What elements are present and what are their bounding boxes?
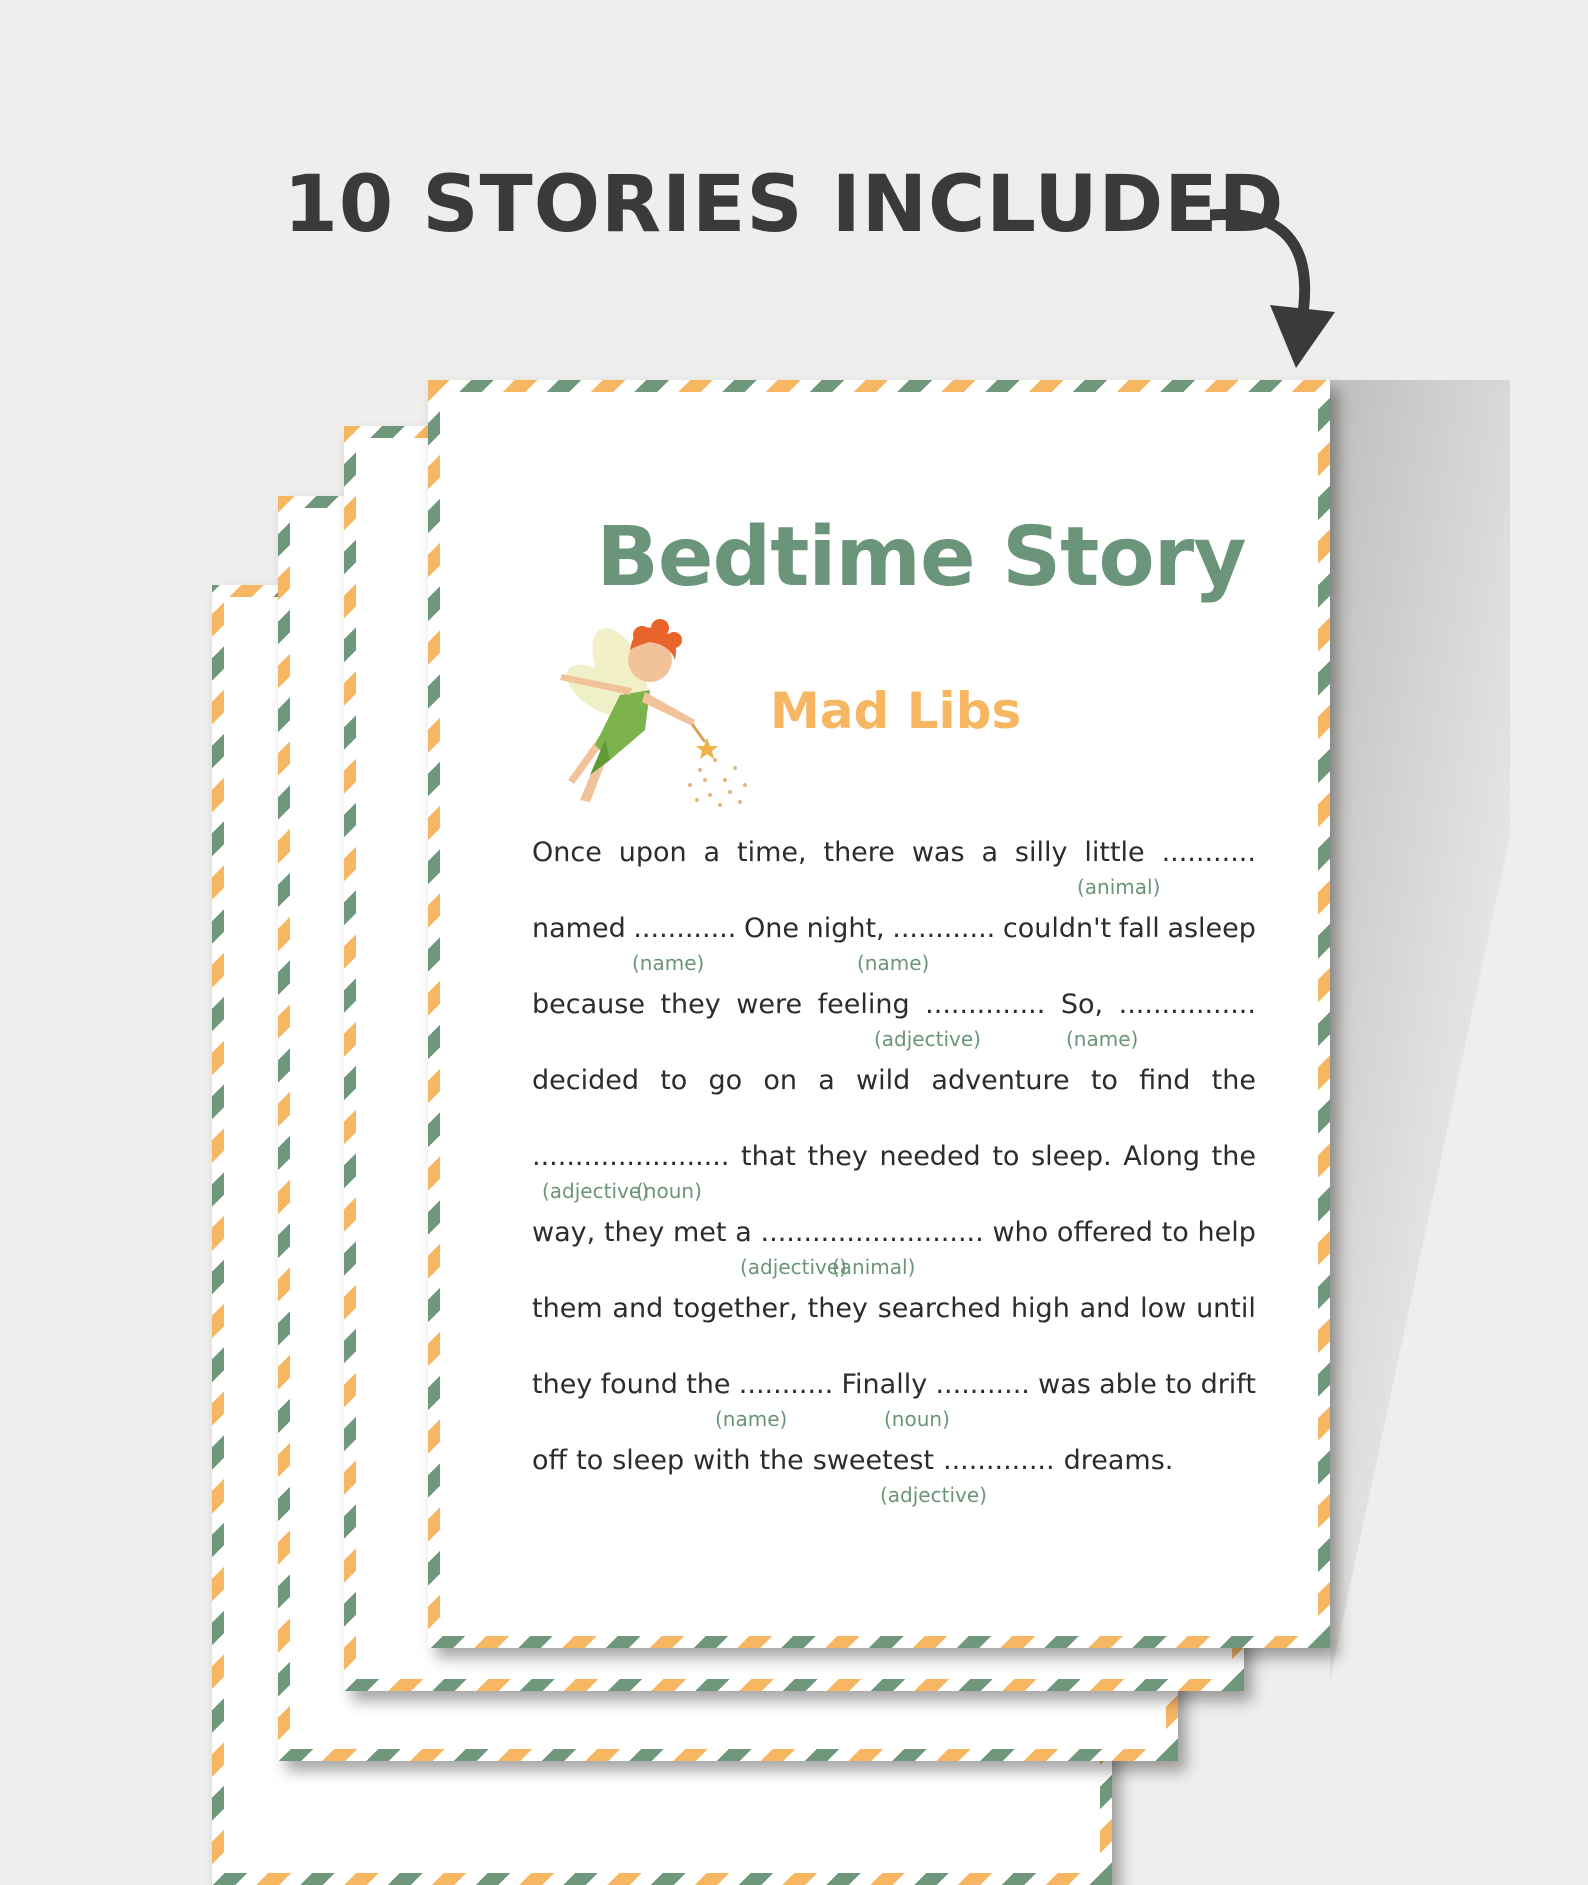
blank: ............ <box>892 913 996 944</box>
word: couldn't <box>1002 913 1112 944</box>
word: was <box>1038 1369 1091 1400</box>
word: upon <box>618 837 687 868</box>
word: to <box>1090 1065 1118 1096</box>
word: asleep <box>1167 913 1256 944</box>
word: to <box>1165 1369 1193 1400</box>
word: they <box>660 989 721 1020</box>
word: because <box>532 989 645 1020</box>
page-title: Bedtime Story <box>596 510 1246 605</box>
headline <box>0 160 1588 250</box>
word: the <box>759 1445 804 1476</box>
blank-hint: (adjective) <box>880 1483 987 1507</box>
word: time, <box>736 837 807 868</box>
word: So, <box>1060 989 1104 1020</box>
blank: ............ <box>633 913 737 944</box>
headline-text: 10 STORIES INCLUDED <box>283 160 1285 250</box>
word: wild <box>855 1065 911 1096</box>
word: sleep. <box>1031 1141 1112 1172</box>
word: Once <box>532 837 602 868</box>
word: they <box>807 1293 868 1324</box>
story-line <box>532 837 1256 913</box>
word: until <box>1196 1293 1256 1324</box>
story-line <box>532 989 1256 1065</box>
word: there <box>823 837 895 868</box>
word: that <box>741 1141 796 1172</box>
story-text <box>532 837 1256 1521</box>
blank: ................ <box>1118 989 1256 1020</box>
word: they <box>807 1141 868 1172</box>
word: and <box>612 1293 664 1324</box>
word: met <box>673 1217 727 1248</box>
word: the <box>1211 1141 1256 1172</box>
blank-hint: (name) <box>857 951 930 975</box>
curved-arrow-icon <box>1210 200 1340 380</box>
word: the <box>1211 1065 1256 1096</box>
blank-hint: (noun) <box>636 1179 702 1203</box>
word: silly <box>1014 837 1068 868</box>
story-line <box>532 1141 1256 1217</box>
word: who <box>992 1217 1049 1248</box>
blank: ........... <box>1161 837 1256 868</box>
word: dreams. <box>1063 1445 1174 1476</box>
word: named <box>532 913 626 944</box>
word: together, <box>672 1293 798 1324</box>
page-subtitle: Mad Libs <box>770 682 1022 740</box>
word: night, <box>806 913 885 944</box>
blank: ........... <box>738 1369 834 1400</box>
word: decided <box>532 1065 639 1096</box>
word: and <box>1079 1293 1131 1324</box>
blank-hint: (name) <box>715 1407 788 1431</box>
fairy-icon <box>550 610 760 810</box>
word: Along <box>1123 1141 1200 1172</box>
blank-hint: (animal) <box>1077 875 1161 899</box>
word: searched <box>877 1293 1002 1324</box>
word: a <box>981 837 998 868</box>
blank-hint: (name) <box>1066 1027 1139 1051</box>
blank: ........... <box>935 1369 1030 1400</box>
page-stack-shadow <box>1330 380 1510 1680</box>
blank-hint: (name) <box>632 951 705 975</box>
word: to <box>1161 1217 1189 1248</box>
word: the <box>686 1369 731 1400</box>
word: offered <box>1056 1217 1153 1248</box>
word: drift <box>1200 1369 1256 1400</box>
story-line <box>532 1445 1256 1521</box>
word: to <box>992 1141 1020 1172</box>
blank-hint: (adjective) <box>740 1255 847 1279</box>
blank: .......................... <box>760 1217 984 1248</box>
word: adventure <box>931 1065 1070 1096</box>
word: off <box>532 1445 568 1476</box>
word: high <box>1010 1293 1070 1324</box>
blank: ....................... <box>532 1141 730 1172</box>
word: on <box>763 1065 798 1096</box>
story-line <box>532 1369 1256 1445</box>
word: with <box>693 1445 751 1476</box>
word: little <box>1084 837 1145 868</box>
word: a <box>703 837 721 868</box>
blank-hint: (adjective) <box>874 1027 981 1051</box>
blank: ............. <box>943 1445 1055 1476</box>
word: needed <box>879 1141 981 1172</box>
word: able <box>1099 1369 1157 1400</box>
front-sheet <box>428 380 1330 1648</box>
word: to <box>660 1065 688 1096</box>
story-line <box>532 1293 1256 1369</box>
word: sleep <box>612 1445 685 1476</box>
word: Finally <box>841 1369 928 1400</box>
word: sweetest <box>812 1445 935 1476</box>
word: help <box>1197 1217 1256 1248</box>
word: to <box>576 1445 604 1476</box>
story-line <box>532 1065 1256 1141</box>
word: they <box>603 1217 665 1248</box>
blank-hint: (adjective) <box>542 1179 649 1203</box>
word: them <box>532 1293 603 1324</box>
word: go <box>708 1065 743 1096</box>
word: they <box>532 1369 593 1400</box>
word: One <box>743 913 799 944</box>
word: a <box>735 1217 752 1248</box>
blank-hint: (noun) <box>884 1407 950 1431</box>
word: was <box>911 837 965 868</box>
word: fall <box>1118 913 1160 944</box>
story-line <box>532 1217 1256 1293</box>
word: way, <box>532 1217 596 1248</box>
word: were <box>736 989 803 1020</box>
word: feeling <box>817 989 910 1020</box>
story-line <box>532 913 1256 989</box>
blank-hint: (animal) <box>832 1255 916 1279</box>
word: low <box>1140 1293 1187 1324</box>
word: find <box>1139 1065 1191 1096</box>
word: a <box>818 1065 835 1096</box>
blank: .............. <box>925 989 1046 1020</box>
word: found <box>600 1369 678 1400</box>
